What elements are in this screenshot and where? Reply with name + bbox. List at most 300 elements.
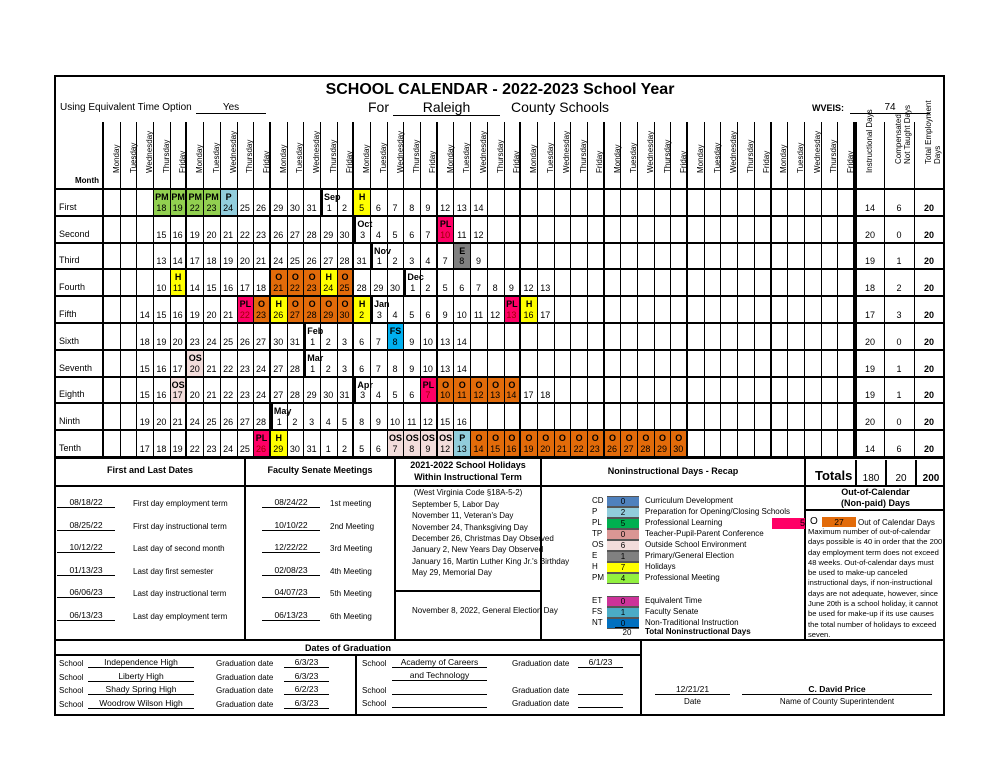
- empty-day-cell: [488, 324, 505, 351]
- totals-header-label: Instructional Days: [865, 109, 875, 173]
- day-number: 1: [326, 202, 332, 213]
- day-cell: [154, 378, 171, 405]
- day-cell: [154, 244, 171, 271]
- weekday-label: Friday: [678, 150, 688, 173]
- empty-day-cell: [688, 217, 705, 244]
- day-cell: [404, 244, 421, 271]
- county-name: Raleigh: [393, 99, 500, 116]
- instructional-days: 20: [864, 229, 875, 240]
- day-number: 27: [623, 443, 634, 454]
- empty-day-cell: [671, 324, 688, 351]
- empty-day-cell: [788, 324, 805, 351]
- date-value: 06/13/23: [57, 610, 115, 621]
- day-cell: [354, 270, 371, 297]
- row-total-cell: [855, 431, 885, 458]
- empty-day-cell: [838, 351, 855, 378]
- day-cell: [304, 351, 324, 378]
- faculty-senate-title: Faculty Senate Meetings: [267, 465, 373, 475]
- empty-day-cell: [104, 244, 121, 271]
- day-number: 24: [206, 336, 217, 347]
- day-number: 9: [425, 443, 431, 454]
- graduation-date-label: Graduation date: [216, 672, 274, 682]
- graduation-date-label: Graduation date: [512, 659, 570, 668]
- graduation-date-label: Graduation date: [216, 686, 274, 695]
- totals-label: Totals: [815, 468, 853, 483]
- day-number: 30: [673, 443, 684, 454]
- day-number: 9: [409, 336, 415, 347]
- empty-day-cell: [621, 404, 638, 431]
- empty-day-cell: [838, 217, 855, 244]
- date-value: 08/24/22: [262, 497, 320, 508]
- empty-day-cell: [838, 324, 855, 351]
- row-total-cell: [885, 244, 915, 271]
- employment-days: 20: [923, 256, 934, 267]
- day-code: O: [442, 379, 450, 390]
- day-cell: [338, 431, 355, 458]
- weekday-header: [521, 122, 538, 190]
- empty-day-cell: [838, 190, 855, 217]
- day-cell: [488, 378, 505, 405]
- empty-day-cell: [788, 351, 805, 378]
- weekday-header: [438, 122, 455, 190]
- empty-day-cell: [822, 244, 839, 271]
- recap-code: P: [592, 507, 598, 516]
- day-number: 25: [339, 283, 350, 294]
- instructional-days: 20: [864, 336, 875, 347]
- empty-day-cell: [555, 378, 572, 405]
- empty-day-cell: [538, 244, 555, 271]
- empty-day-cell: [505, 244, 522, 271]
- weekday-label: Wednesday: [145, 130, 155, 173]
- empty-day-cell: [755, 324, 772, 351]
- day-cell: [171, 324, 188, 351]
- day-number: 28: [256, 417, 267, 428]
- day-number: 20: [206, 229, 217, 240]
- empty-day-cell: [638, 190, 655, 217]
- day-number: 13: [156, 256, 167, 267]
- day-number: 22: [289, 283, 300, 294]
- weekday-label: Friday: [845, 150, 855, 173]
- weekday-header: [805, 122, 822, 190]
- day-cell: [221, 270, 238, 297]
- date-description: 6th Meeting: [330, 611, 372, 621]
- day-number: 21: [206, 390, 217, 401]
- day-number: 5: [392, 390, 398, 401]
- row-total-cell: [885, 190, 915, 217]
- recap-label: Holidays: [645, 562, 676, 571]
- empty-day-cell: [805, 351, 822, 378]
- day-cell: [187, 217, 204, 244]
- employment-days: 20: [923, 309, 934, 320]
- day-cell: [555, 431, 572, 458]
- day-cell: [404, 351, 421, 378]
- weekday-label: Thursday: [662, 139, 672, 173]
- recap-code: FS: [592, 607, 603, 616]
- empty-day-cell: [638, 270, 655, 297]
- empty-day-cell: [137, 270, 154, 297]
- compensated-days: 1: [896, 390, 902, 401]
- row-total-cell: [915, 378, 945, 405]
- recap-label: Outside School Environment: [645, 540, 747, 549]
- day-number: 19: [223, 256, 234, 267]
- empty-day-cell: [571, 270, 588, 297]
- row-total-cell: [915, 351, 945, 378]
- day-number: 22: [573, 443, 584, 454]
- day-cell: [171, 431, 188, 458]
- graduation-date: 6/2/23: [284, 684, 329, 695]
- weekday-label: Thursday: [829, 139, 839, 173]
- day-code: O: [475, 433, 483, 444]
- day-cell: [171, 244, 188, 271]
- holiday-item: May 29, Memorial Day: [412, 567, 493, 577]
- row-total-cell: [885, 270, 915, 297]
- day-number: 7: [375, 336, 381, 347]
- empty-day-cell: [705, 431, 722, 458]
- day-number: 18: [156, 443, 167, 454]
- day-number: 12: [490, 309, 501, 320]
- day-number: 22: [223, 390, 234, 401]
- row-total-cell: [855, 297, 885, 324]
- weekday-label: Monday: [779, 144, 789, 173]
- empty-day-cell: [555, 324, 572, 351]
- empty-day-cell: [104, 378, 121, 405]
- day-number: 31: [289, 336, 300, 347]
- day-number: 15: [156, 309, 167, 320]
- day-code: OS: [439, 433, 453, 444]
- row-total-cell: [885, 351, 915, 378]
- compensated-days: 3: [896, 309, 902, 320]
- day-cell: [321, 217, 338, 244]
- day-number: 26: [273, 309, 284, 320]
- day-cell: [187, 431, 204, 458]
- day-cell: [238, 378, 255, 405]
- day-cell: [371, 404, 388, 431]
- empty-day-cell: [738, 351, 755, 378]
- day-number: 30: [339, 309, 350, 320]
- recap-label: Curriculum Development: [645, 496, 734, 505]
- row-total-cell: [885, 297, 915, 324]
- row-total-cell: [915, 324, 945, 351]
- empty-day-cell: [505, 190, 522, 217]
- day-cell: [454, 270, 471, 297]
- county-suffix: County Schools: [511, 99, 610, 115]
- day-number: 1: [276, 417, 282, 428]
- day-cell: [171, 190, 188, 217]
- day-number: 21: [172, 417, 183, 428]
- day-number: 12: [422, 417, 433, 428]
- empty-day-cell: [588, 351, 605, 378]
- day-cell: [438, 431, 455, 458]
- day-cell: [271, 351, 288, 378]
- day-number: 13: [456, 202, 467, 213]
- empty-day-cell: [772, 270, 789, 297]
- day-cell: [254, 351, 271, 378]
- day-cell: [671, 431, 688, 458]
- empty-day-cell: [688, 244, 705, 271]
- day-cell: [304, 297, 321, 324]
- employment-days: 20: [923, 336, 934, 347]
- row-total-cell: [855, 190, 885, 217]
- day-number: 21: [206, 363, 217, 374]
- day-number: 23: [256, 229, 267, 240]
- day-cell: [454, 217, 471, 244]
- day-cell: [271, 324, 288, 351]
- empty-day-cell: [788, 244, 805, 271]
- school-name-line-2: and Technology: [392, 670, 487, 681]
- day-number: 5: [341, 417, 347, 428]
- recap-label: Teacher-Pupil-Parent Conference: [645, 529, 764, 538]
- day-cell: [338, 297, 355, 324]
- day-number: 16: [172, 229, 183, 240]
- day-code: H: [525, 299, 533, 310]
- day-number: 11: [457, 229, 467, 240]
- weekday-label: Monday: [195, 144, 205, 173]
- empty-day-cell: [488, 244, 505, 271]
- empty-day-cell: [588, 378, 605, 405]
- day-number: 28: [356, 283, 367, 294]
- weekday-label: Tuesday: [796, 142, 806, 173]
- day-cell: [221, 404, 238, 431]
- day-number: 19: [172, 443, 183, 454]
- day-number: 17: [189, 256, 200, 267]
- day-code: PL: [239, 299, 252, 310]
- day-cell: [421, 378, 438, 405]
- empty-day-cell: [755, 244, 772, 271]
- total-employment: 200: [922, 473, 940, 484]
- day-cell: [505, 270, 522, 297]
- empty-day-cell: [655, 270, 672, 297]
- day-cell: [271, 297, 288, 324]
- day-number: 7: [475, 283, 481, 294]
- date-description: Last day employment term: [133, 611, 228, 621]
- recap-value: 2: [607, 507, 639, 518]
- day-number: 20: [172, 336, 183, 347]
- recap-code: OS: [592, 540, 604, 549]
- day-cell: [204, 217, 221, 244]
- day-code: PL: [255, 433, 268, 444]
- election-day: November 8, 2022, General Election Day: [412, 606, 558, 615]
- day-number: 14: [189, 283, 200, 294]
- day-number: 18: [256, 283, 267, 294]
- date-description: 3rd Meeting: [330, 544, 373, 553]
- equivalent-time-value: Yes: [196, 102, 266, 114]
- day-number: 3: [360, 390, 366, 401]
- empty-day-cell: [805, 378, 822, 405]
- weekday-header: [121, 122, 138, 190]
- day-number: 30: [289, 202, 300, 213]
- empty-day-cell: [571, 378, 588, 405]
- compensated-days: 2: [896, 283, 902, 294]
- empty-day-cell: [538, 190, 555, 217]
- day-cell: [288, 190, 305, 217]
- day-number: 13: [490, 390, 501, 401]
- empty-day-cell: [705, 324, 722, 351]
- empty-day-cell: [772, 324, 789, 351]
- weekday-header: [605, 122, 622, 190]
- day-cell: [521, 270, 538, 297]
- empty-day-cell: [655, 217, 672, 244]
- day-code: O: [558, 433, 566, 444]
- empty-day-cell: [121, 190, 138, 217]
- month-row-name: Fifth: [59, 308, 77, 319]
- day-number: 9: [442, 309, 448, 320]
- empty-day-cell: [788, 270, 805, 297]
- day-code: O: [492, 433, 500, 444]
- empty-day-cell: [688, 324, 705, 351]
- school-label: School: [362, 659, 387, 668]
- empty-day-cell: [805, 244, 822, 271]
- empty-day-cell: [655, 190, 672, 217]
- day-cell: [371, 244, 392, 271]
- empty-day-cell: [822, 351, 839, 378]
- instructional-days: 19: [864, 390, 875, 401]
- day-cell: [238, 190, 255, 217]
- day-number: 8: [492, 283, 498, 294]
- empty-day-cell: [788, 297, 805, 324]
- instructional-days: 18: [864, 283, 875, 294]
- day-cell: [438, 404, 455, 431]
- day-number: 1: [376, 256, 382, 267]
- empty-day-cell: [755, 431, 772, 458]
- day-number: 3: [376, 309, 382, 320]
- empty-day-cell: [555, 351, 572, 378]
- day-number: 27: [323, 256, 334, 267]
- weekday-header: [187, 122, 204, 190]
- day-cell: [288, 378, 305, 405]
- empty-day-cell: [822, 324, 839, 351]
- day-cell: [154, 297, 171, 324]
- weekday-label: Monday: [445, 144, 455, 173]
- day-cell: [321, 351, 338, 378]
- day-cell: [271, 378, 288, 405]
- empty-day-cell: [605, 324, 622, 351]
- date-value: 10/10/22: [262, 520, 320, 531]
- empty-day-cell: [822, 217, 839, 244]
- day-number: 19: [189, 309, 200, 320]
- day-cell: [137, 431, 154, 458]
- day-cell: [254, 244, 271, 271]
- weekday-header: [338, 122, 355, 190]
- weekday-header: [171, 122, 188, 190]
- day-code: PM: [171, 192, 185, 202]
- empty-day-cell: [755, 404, 772, 431]
- day-cell: [304, 217, 321, 244]
- month-start-label: Jan: [374, 299, 390, 310]
- day-cell: [204, 351, 221, 378]
- weekday-header: [354, 122, 371, 190]
- day-number: 3: [341, 336, 347, 347]
- empty-day-cell: [621, 217, 638, 244]
- day-number: 23: [306, 283, 317, 294]
- day-number: 20: [156, 417, 167, 428]
- day-cell: [304, 270, 321, 297]
- empty-day-cell: [104, 404, 121, 431]
- school-label: School: [59, 672, 84, 682]
- day-cell: [404, 297, 421, 324]
- weekday-header: [655, 122, 672, 190]
- empty-day-cell: [605, 404, 622, 431]
- empty-day-cell: [588, 270, 605, 297]
- day-cell: [354, 244, 371, 271]
- day-cell: [471, 244, 488, 271]
- empty-day-cell: [505, 324, 522, 351]
- day-code: OS: [389, 433, 403, 444]
- day-cell: [338, 324, 355, 351]
- day-cell: [254, 217, 271, 244]
- day-cell: [137, 404, 154, 431]
- day-cell: [471, 378, 488, 405]
- empty-day-cell: [655, 244, 672, 271]
- empty-day-cell: [104, 297, 121, 324]
- day-number: 5: [442, 283, 448, 294]
- empty-day-cell: [104, 270, 121, 297]
- month-row-label: [55, 270, 104, 297]
- month-start-label: Nov: [374, 245, 392, 256]
- empty-day-cell: [121, 324, 138, 351]
- day-number: 3: [309, 417, 315, 428]
- day-number: 7: [425, 390, 431, 401]
- empty-day-cell: [838, 404, 855, 431]
- empty-day-cell: [772, 297, 789, 324]
- empty-day-cell: [705, 190, 722, 217]
- weekday-label: Wednesday: [478, 130, 488, 173]
- row-total-cell: [915, 190, 945, 217]
- row-total-cell: [915, 404, 945, 431]
- day-cell: [505, 297, 522, 324]
- empty-day-cell: [822, 404, 839, 431]
- empty-day-cell: [121, 404, 138, 431]
- day-number: 4: [425, 256, 431, 267]
- empty-day-cell: [104, 431, 121, 458]
- empty-day-cell: [588, 404, 605, 431]
- day-number: 13: [506, 309, 517, 320]
- month-start-label: Mar: [307, 352, 324, 363]
- day-number: 8: [409, 443, 415, 454]
- weekday-label: Wednesday: [645, 130, 655, 173]
- empty-day-cell: [638, 324, 655, 351]
- day-number: 14: [172, 256, 183, 267]
- empty-day-cell: [605, 351, 622, 378]
- graduation-date-label: Graduation date: [512, 686, 570, 695]
- day-number: 18: [139, 336, 150, 347]
- day-cell: [538, 431, 555, 458]
- day-number: 22: [189, 202, 200, 213]
- day-cell: [454, 297, 471, 324]
- day-number: 10: [422, 363, 433, 374]
- day-number: 18: [206, 256, 217, 267]
- day-cell: [404, 378, 421, 405]
- day-cell: [438, 190, 455, 217]
- day-number: 21: [223, 229, 234, 240]
- day-code: O: [291, 299, 299, 310]
- date-description: 1st meeting: [330, 499, 372, 508]
- wveis-value: 74: [850, 102, 930, 114]
- row-total-cell: [915, 431, 945, 458]
- day-cell: [454, 351, 471, 378]
- day-code: O: [458, 379, 466, 390]
- month-row-name: First: [59, 201, 77, 212]
- day-number: 9: [508, 283, 514, 294]
- day-code: O: [341, 272, 349, 283]
- day-number: 17: [172, 363, 183, 374]
- day-number: 14: [139, 309, 150, 320]
- empty-day-cell: [505, 217, 522, 244]
- day-cell: [204, 378, 221, 405]
- day-number: 12: [473, 390, 484, 401]
- day-cell: [254, 297, 271, 324]
- month-row-label: [55, 190, 104, 217]
- day-number: 11: [473, 309, 484, 320]
